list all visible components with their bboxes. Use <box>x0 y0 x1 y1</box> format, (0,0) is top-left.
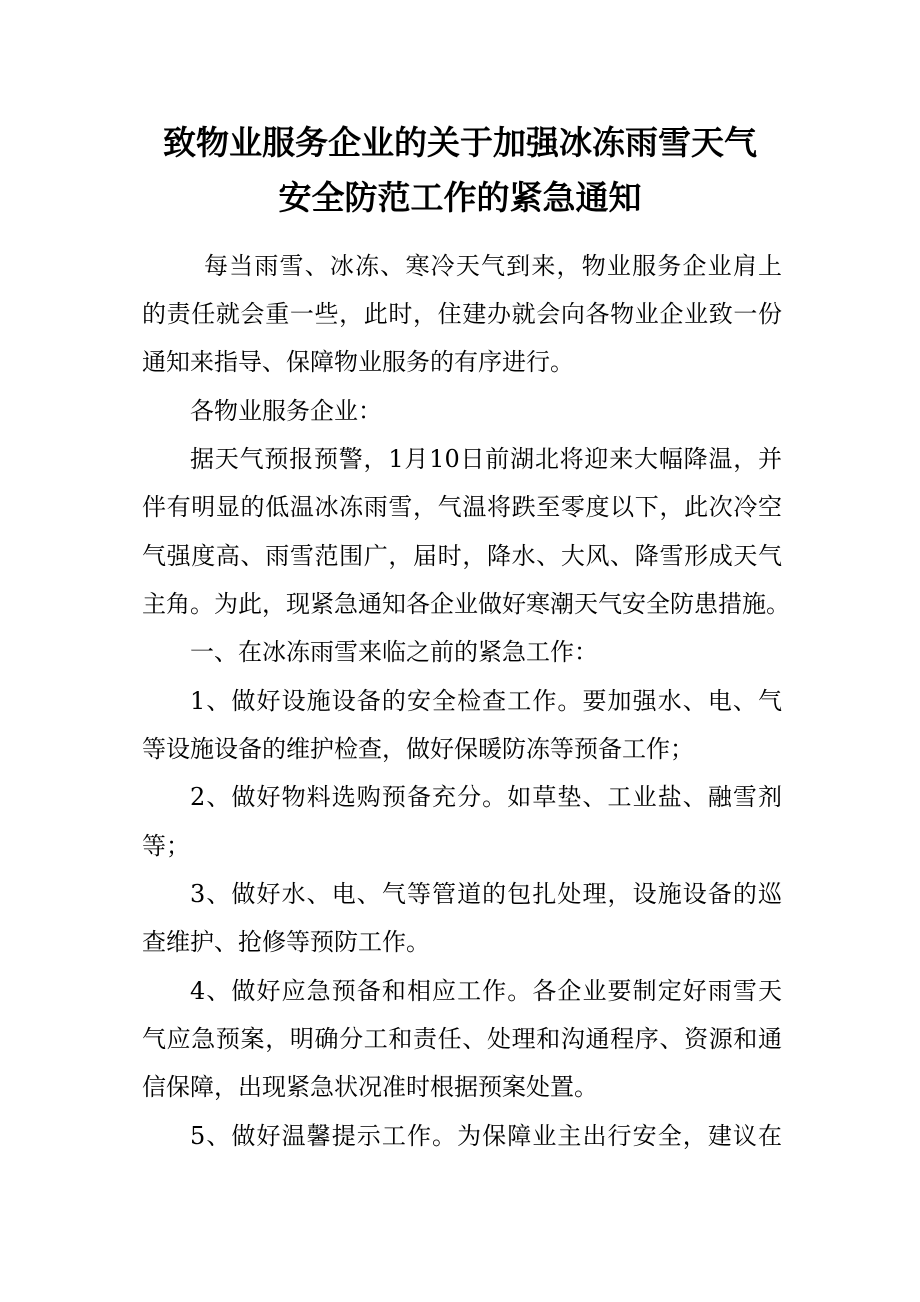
list-item-line: 等； <box>142 832 190 860</box>
body-line: 通知来指导、保障物业服务的有序进行。 <box>142 348 574 376</box>
list-item-line: 3、做好水、电、气等管道的包扎处理，设施设备的巡 <box>190 880 782 908</box>
body-line: 的责任就会重一些，此时，住建办就会向各物业企业致一份 <box>142 300 782 328</box>
list-item-line: 4、做好应急预备和相应工作。各企业要制定好雨雪天 <box>190 977 782 1005</box>
document-title-line-2: 安全防范工作的紧急通知 <box>278 178 642 217</box>
list-item-line: 2、做好物料选购预备充分。如草垫、工业盐、融雪剂 <box>190 783 782 811</box>
list-item-line: 信保障，出现紧急状况准时根据预案处置。 <box>142 1073 598 1101</box>
list-item-line: 5、做好温馨提示工作。为保障业主出行安全，建议在 <box>190 1122 782 1150</box>
salutation-line: 各物业服务企业： <box>190 397 382 425</box>
document-title-line-1: 致物业服务企业的关于加强冰冻雨雪天气 <box>163 123 757 162</box>
body-line: 据天气预报预警，1月10日前湖北将迎来大幅降温，并 <box>190 445 782 473</box>
list-item-line: 气应急预案，明确分工和责任、处理和沟通程序、资源和通 <box>142 1025 782 1053</box>
list-item-line: 1、做好设施设备的安全检查工作。要加强水、电、气 <box>190 687 782 715</box>
body-line: 每当雨雪、冰冻、寒冷天气到来，物业服务企业肩上 <box>204 252 782 280</box>
list-item-line: 等设施设备的维护检查，做好保暖防冻等预备工作； <box>142 735 694 763</box>
body-line: 主角。为此，现紧急通知各企业做好寒潮天气安全防患措施。 <box>142 590 790 618</box>
body-line: 伴有明显的低温冰冻雨雪，气温将跌至零度以下，此次冷空 <box>142 493 782 521</box>
body-line: 气强度高、雨雪范围广，届时，降水、大风、降雪形成天气 <box>142 542 782 570</box>
list-item-line: 查维护、抢修等预防工作。 <box>142 928 430 956</box>
section-heading: 一、在冰冻雨雪来临之前的紧急工作： <box>190 638 598 666</box>
